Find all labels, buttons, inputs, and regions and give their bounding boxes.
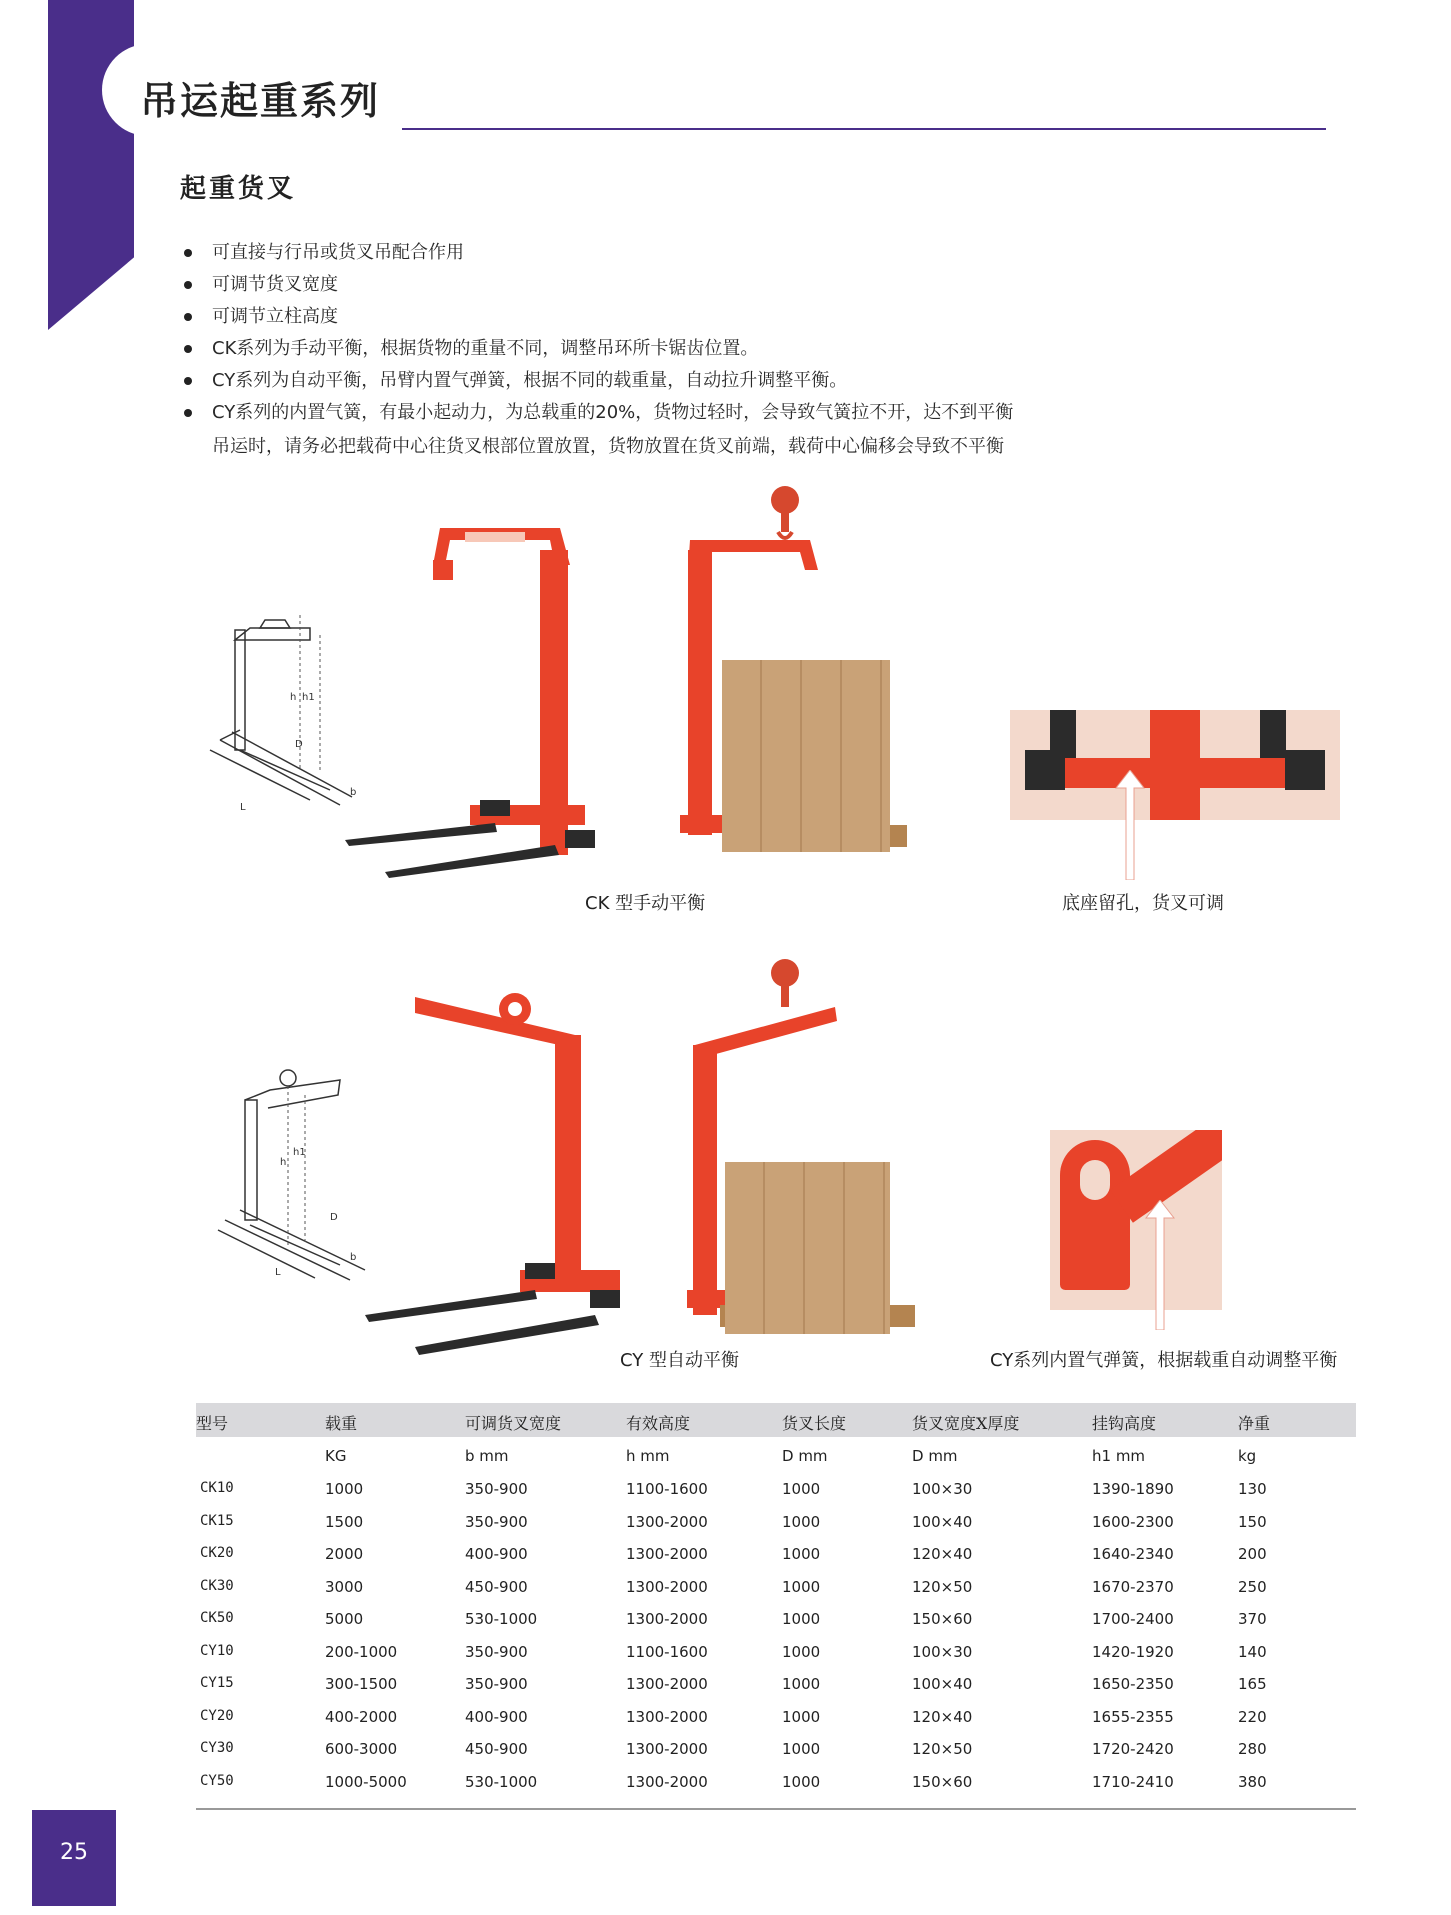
table-unit-cell: D mm [912, 1447, 958, 1465]
cy-detail-arrow-icon [1140, 1200, 1180, 1330]
table-unit-cell: h mm [626, 1447, 670, 1465]
table-cell: 2000 [325, 1545, 364, 1563]
table-cell: 400-2000 [325, 1707, 398, 1726]
cardboard-boxes [722, 660, 890, 852]
table-cell: 1100-1600 [626, 1480, 708, 1498]
table-cell: 400-900 [465, 1545, 528, 1563]
feature-item: CK系列为手动平衡，根据货物的重量不同，调整吊环所卡锯齿位置。 [180, 338, 1060, 360]
table-cell: 1300-2000 [626, 1707, 708, 1726]
table-cell: 1000 [782, 1512, 821, 1531]
table-cell: 1500 [325, 1512, 364, 1531]
header-accent-band [48, 0, 134, 330]
model-cell: CK50 [200, 1610, 234, 1626]
table-cell: 3000 [325, 1577, 364, 1596]
dim-label-D: D [330, 1212, 338, 1223]
table-cell: 250 [1238, 1577, 1267, 1596]
dim-label-h: h [290, 692, 297, 703]
table-cell: 1710-2410 [1092, 1772, 1174, 1791]
cy-spring-detail-photo [1050, 1130, 1222, 1310]
feature-item: 可调节立柱高度 [180, 306, 1060, 328]
table-cell: 220 [1238, 1707, 1267, 1726]
model-cell: CK30 [200, 1577, 234, 1594]
model-cell: CY20 [200, 1707, 234, 1724]
table-cell: 120×50 [912, 1577, 973, 1596]
table-cell: 1000 [782, 1545, 821, 1563]
feature-item: 可调节货叉宽度 [180, 274, 1060, 296]
table-cell: 1300-2000 [626, 1675, 708, 1693]
table-cell: 100×30 [912, 1642, 973, 1661]
table-cell: 130 [1238, 1480, 1267, 1498]
table-header-cell: 有效高度 [626, 1414, 691, 1433]
dim-label-h1: h1 [293, 1147, 306, 1158]
table-cell: 1000 [782, 1610, 821, 1628]
table-header-cell: 挂钩高度 [1092, 1414, 1157, 1433]
table-unit-cell: D mm [782, 1447, 828, 1465]
feature-item: CY系列为自动平衡，吊臂内置气弹簧，根据不同的载重量，自动拉升调整平衡。 [180, 370, 1060, 392]
table-cell: 165 [1238, 1675, 1267, 1693]
cy-fork-image [355, 985, 635, 1355]
page-number: 25 [60, 1840, 88, 1865]
cy-caption: CY 型自动平衡 [620, 1350, 739, 1371]
table-cell: 1300-2000 [626, 1740, 708, 1758]
section-title: 起重货叉 [180, 174, 297, 204]
model-cell: CK15 [200, 1512, 234, 1529]
ck-detail-caption: 底座留孔，货叉可调 [1062, 893, 1224, 914]
table-cell: 1000 [782, 1707, 821, 1726]
table-cell: 370 [1238, 1610, 1267, 1628]
model-cell: CY10 [200, 1642, 234, 1659]
spec-table [196, 1403, 1356, 1823]
table-cell: 1650-2350 [1092, 1675, 1174, 1693]
dim-label-h: h [280, 1157, 287, 1168]
table-cell: 150×60 [912, 1772, 973, 1791]
table-cell: 100×30 [912, 1480, 973, 1498]
table-cell: 1600-2300 [1092, 1512, 1174, 1531]
table-cell: 1670-2370 [1092, 1577, 1174, 1596]
table-cell: 1000-5000 [325, 1772, 407, 1791]
table-cell: 400-900 [465, 1707, 528, 1726]
table-cell: 380 [1238, 1772, 1267, 1791]
table-cell: 1100-1600 [626, 1642, 708, 1661]
table-header-cell: 货叉宽度X厚度 [912, 1414, 1020, 1433]
table-cell: 530-1000 [465, 1772, 538, 1791]
table-unit-cell: h1 mm [1092, 1447, 1146, 1465]
cardboard-boxes [725, 1162, 890, 1334]
table-cell: 200-1000 [325, 1642, 398, 1661]
model-cell: CK20 [200, 1545, 234, 1561]
table-cell: 530-1000 [465, 1610, 538, 1628]
table-unit-cell: b mm [465, 1447, 509, 1465]
table-cell: 1700-2400 [1092, 1610, 1174, 1628]
feature-item: CY系列的内置气簧，有最小起动力，为总载重的20%，货物过轻时，会导致气簧拉不开，达不到平衡 吊运时，请务必把载荷中心往货叉根部位置放置，货物放置在货叉前端，载荷中心偏移会导致不平衡 [180, 402, 1060, 458]
table-cell: 1000 [782, 1480, 821, 1498]
table-cell: 600-3000 [325, 1740, 398, 1758]
dim-label-b: b [350, 787, 357, 798]
table-cell: 120×40 [912, 1707, 973, 1726]
table-cell: 100×40 [912, 1675, 973, 1693]
model-cell: CY15 [200, 1675, 234, 1691]
table-cell: 5000 [325, 1610, 364, 1628]
table-cell: 1000 [782, 1675, 821, 1693]
table-cell: 1420-1920 [1092, 1642, 1174, 1661]
dim-label-L: L [240, 802, 246, 813]
table-cell: 280 [1238, 1740, 1267, 1758]
ck-caption: CK 型手动平衡 [585, 893, 706, 914]
header-divider [402, 128, 1326, 130]
ck-base-detail-photo [1010, 710, 1340, 820]
table-cell: 120×40 [912, 1545, 973, 1563]
table-cell: 1300-2000 [626, 1610, 708, 1628]
dim-label-L: L [275, 1267, 281, 1278]
table-header-cell: 货叉长度 [782, 1414, 847, 1433]
table-cell: 1655-2355 [1092, 1707, 1174, 1726]
table-cell: 1300-2000 [626, 1545, 708, 1563]
dim-label-h1: h1 [302, 692, 315, 703]
table-cell: 1390-1890 [1092, 1480, 1174, 1498]
cy-detail-caption: CY系列内置气弹簧，根据载重自动调整平衡 [990, 1350, 1338, 1371]
table-header-cell: 载重 [325, 1414, 358, 1433]
table-cell: 350-900 [465, 1480, 528, 1498]
table-header-cell: 型号 [196, 1414, 229, 1433]
model-cell: CY50 [200, 1772, 234, 1789]
feature-item-continuation: 吊运时，请务必把载荷中心往货叉根部位置放置，货物放置在货叉前端，载荷中心偏移会导致不平衡 [212, 436, 1004, 457]
table-cell: 140 [1238, 1642, 1267, 1661]
model-cell: CY30 [200, 1740, 234, 1756]
table-cell: 1300-2000 [626, 1577, 708, 1596]
table-cell: 150 [1238, 1512, 1267, 1531]
ck-fork-image [345, 520, 625, 880]
table-header-cell: 可调货叉宽度 [465, 1414, 562, 1433]
ck-detail-arrow-icon [1110, 770, 1150, 880]
feature-list [180, 242, 1060, 468]
table-cell: 1000 [782, 1577, 821, 1596]
table-cell: 1300-2000 [626, 1772, 708, 1791]
table-cell: 200 [1238, 1545, 1267, 1563]
feature-item: 可直接与行吊或货叉吊配合作用 [180, 242, 1060, 264]
table-cell: 350-900 [465, 1675, 528, 1693]
table-header-cell: 净重 [1238, 1414, 1271, 1433]
table-cell: 150×60 [912, 1610, 973, 1628]
table-cell: 350-900 [465, 1642, 528, 1661]
table-unit-cell: KG [325, 1447, 347, 1465]
table-cell: 1640-2340 [1092, 1545, 1174, 1563]
dim-label-D: D [295, 739, 303, 750]
table-cell: 1000 [782, 1772, 821, 1791]
table-cell: 1000 [325, 1480, 364, 1498]
table-cell: 1000 [782, 1642, 821, 1661]
table-unit-cell: kg [1238, 1447, 1257, 1465]
table-cell: 1000 [782, 1740, 821, 1758]
table-cell: 1720-2420 [1092, 1740, 1174, 1758]
dim-label-b: b [350, 1252, 357, 1263]
table-cell: 120×50 [912, 1740, 973, 1758]
table-cell: 450-900 [465, 1577, 528, 1596]
model-cell: CK10 [200, 1480, 234, 1496]
series-title: 吊运起重系列 [140, 79, 381, 123]
table-cell: 350-900 [465, 1512, 528, 1531]
table-cell: 450-900 [465, 1740, 528, 1758]
table-cell: 100×40 [912, 1512, 973, 1531]
table-cell: 300-1500 [325, 1675, 398, 1693]
table-cell: 1300-2000 [626, 1512, 708, 1531]
